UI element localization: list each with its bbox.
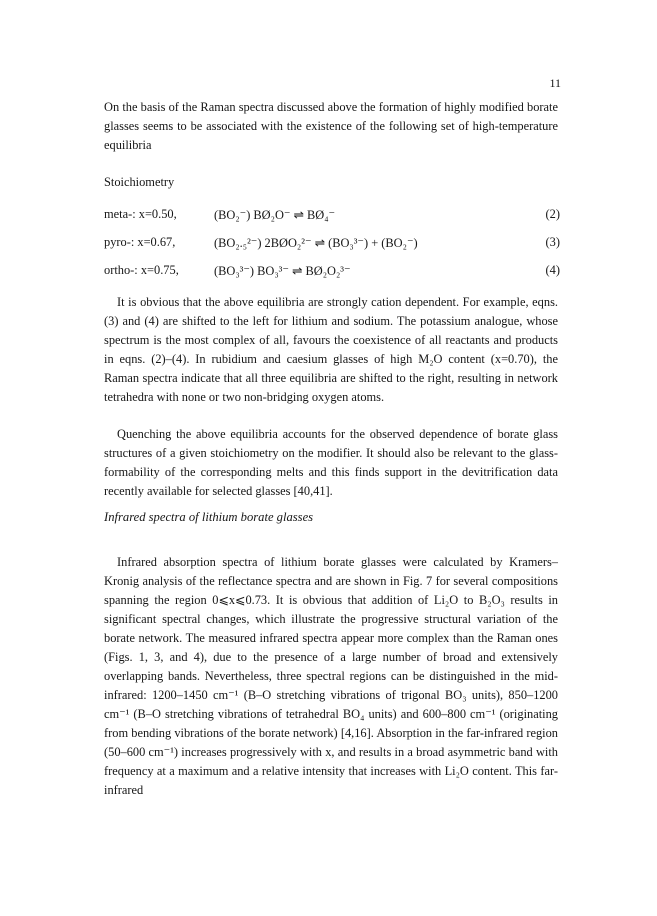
equation-name: pyro-: x=0.67, xyxy=(104,235,176,249)
equation-pyro xyxy=(104,235,560,253)
quenching-paragraph: Quenching the above equilibria accounts for the observed dependence of borate glass structures of a given stoichiometry on the modifier. It should also be relevant to the glass-formability of the corresponding melts and this finds support in the devitrification data recently available for selected glasses [40,41]. xyxy=(104,427,558,498)
equation-name: meta-: x=0.50, xyxy=(104,207,177,221)
page-number: 11 xyxy=(549,76,561,90)
equation-number: (4) xyxy=(545,263,560,277)
infrared-paragraph: Infrared absorption spectra of lithium borate glasses were calculated by Kramers–Kronig analysis of the reflectance spectra and are shown in Fig. 7 for several compositions spanning the region 0⩽x⩽0.73. It is obvious that addition of Li₂O to B₂O₃ results in significant spectral changes, which illustrate the progressive structural variation of the borate network. The measured infrared spectra appear more complex than the Raman ones (Figs. 1, 3, and 4), due to the presence of a large number of broad and extensively overlapping bands. Nevertheless, three spectral regions can be distinguished in the mid-infrared: 1200–1450 cm⁻¹ (B–O stretching vibrations of trigonal BO₃ units), 850–1200 cm⁻¹ (B–O stretching vibrations of tetrahedral BO₄ units) and 600–800 cm⁻¹ (originating from bending vibrations of the borate network) [4,16]. Absorption in the far-infrared region (50–600 cm⁻¹) increases progressively with x, and results in a broad asymmetric band with frequency at a maximum and a relative intensity that increases with Li₂O content. This far-infrared xyxy=(104,555,558,797)
equation-reaction: (BO₂⁻) BØ₂O⁻ ⇌ BØ₄⁻ xyxy=(214,208,336,222)
cation-dependence-paragraph: It is obvious that the above equilibria are strongly cation dependent. For example, eqns. (3) and (4) are shifted to the left for lithium and sodium. The potassium analogue, whose spectrum is the most complex of all, favours the coexistence of all reactants and products in eqns. (2)–(4). In rubidium and caesium glasses of high M₂O content (x=0.70), the Raman spectra indicate that all three equilibria are shifted to the right, resulting in network tetrahedra with none or two non-bridging oxygen atoms. xyxy=(104,295,558,404)
equation-meta xyxy=(104,207,560,225)
equation-name: ortho-: x=0.75, xyxy=(104,263,179,277)
section-heading: Infrared spectra of lithium borate glasses xyxy=(104,510,314,524)
equation-number: (3) xyxy=(545,235,560,249)
stoichiometry-label: Stoichiometry xyxy=(104,175,175,189)
intro-paragraph: On the basis of the Raman spectra discussed above the formation of highly modified borate glasses seems to be associated with the existence of the following set of high-temperature equilibria xyxy=(104,100,558,152)
equation-ortho xyxy=(104,263,560,281)
equation-reaction: (BO₃³⁻) BO₃³⁻ ⇌ BØ₂O₂³⁻ xyxy=(214,264,351,278)
equation-reaction: (BO₂.₅²⁻) 2BØO₂²⁻ ⇌ (BO₃³⁻) + (BO₂⁻) xyxy=(214,236,418,250)
equation-number: (2) xyxy=(545,207,560,221)
